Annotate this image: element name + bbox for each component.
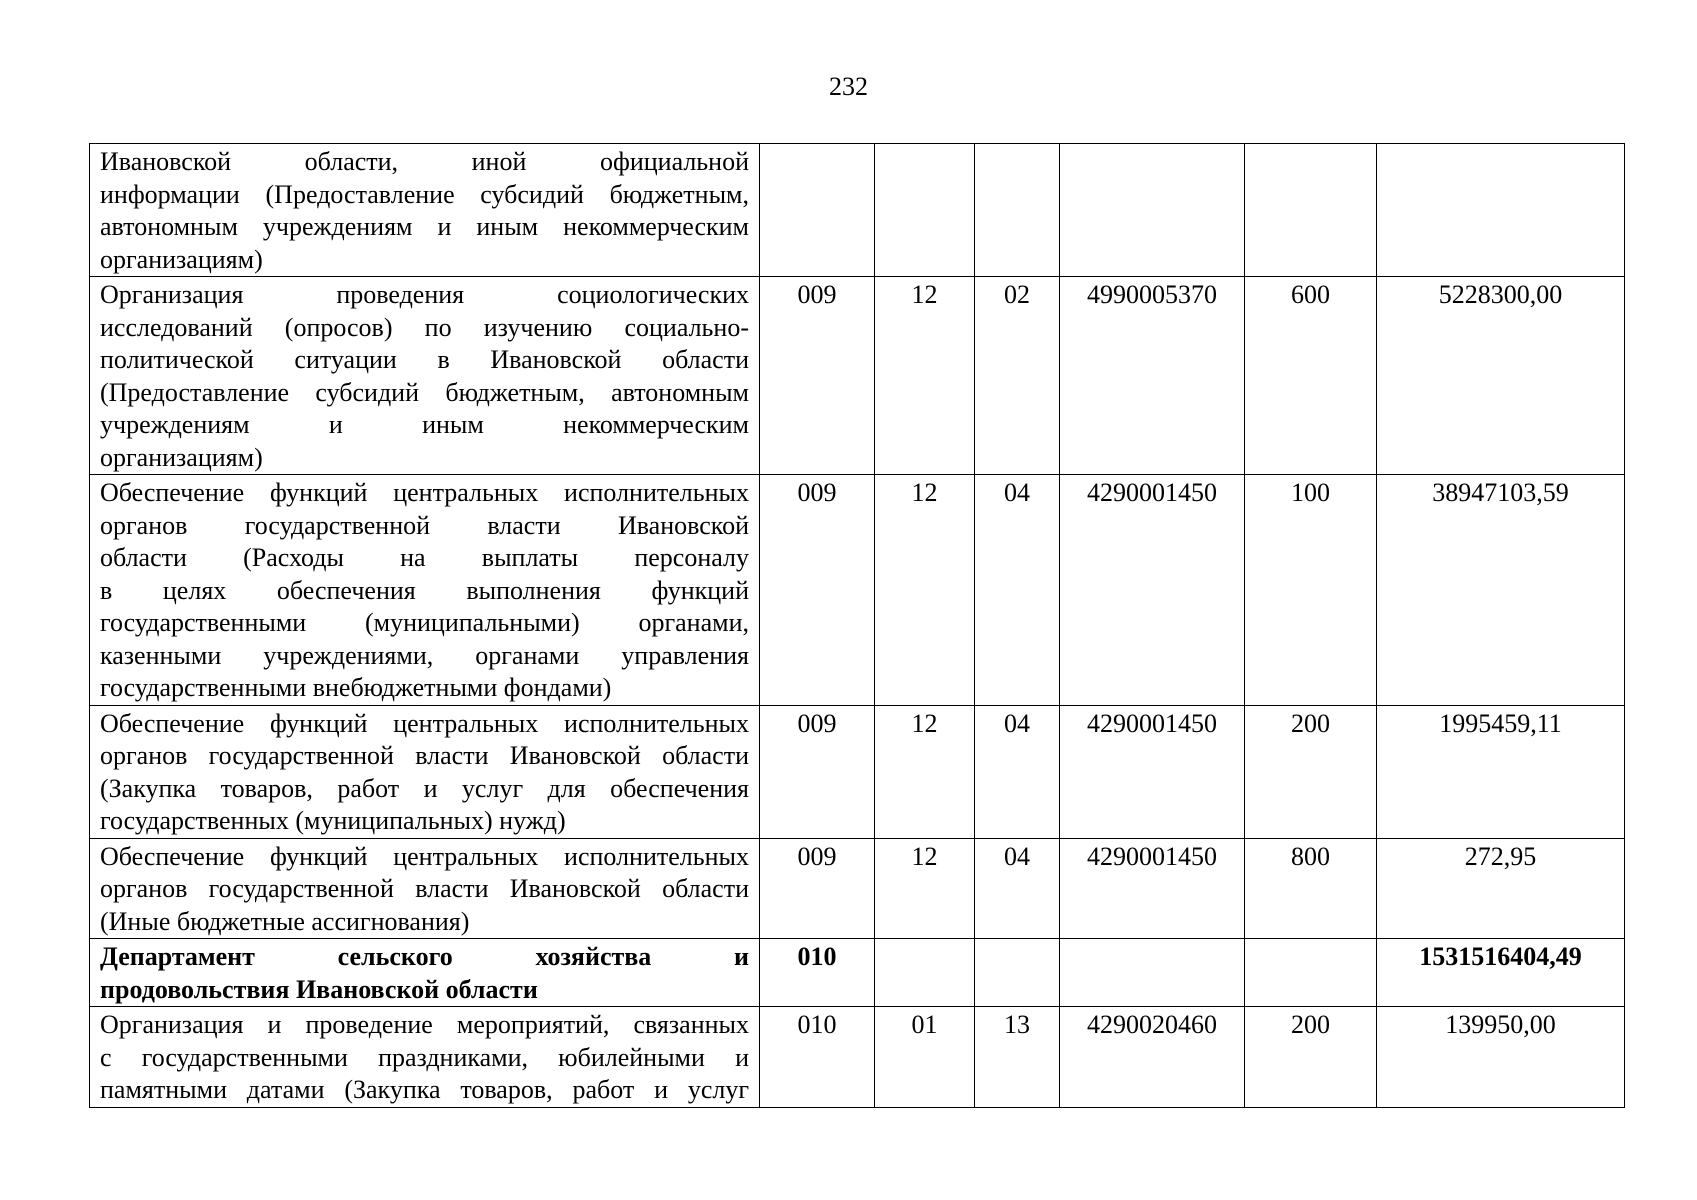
table-row <box>90 939 1625 1007</box>
cell-pr: 13 <box>975 1007 1060 1108</box>
row-description <box>90 939 760 1007</box>
description-line: информации (Предоставление субсидий бюджетным, <box>100 179 749 209</box>
cell-rz <box>875 939 975 1007</box>
description-line: органов государственной власти Ивановской области <box>100 874 749 903</box>
description-line: политической ситуации в Ивановской области <box>100 345 749 374</box>
cell-vr: 800 <box>1245 838 1377 939</box>
cell-sum: 1995459,11 <box>1377 705 1625 838</box>
cell-sum <box>1377 144 1625 277</box>
description-line: государственными внебюджетными фондами) <box>100 673 612 702</box>
description-line: области (Расходы на выплаты персоналу <box>100 543 749 572</box>
table-row <box>90 705 1625 838</box>
cell-pr: 02 <box>975 277 1060 475</box>
description-line: Организация и проведение мероприятий, связанных <box>100 1010 749 1039</box>
cell-pr: 04 <box>975 705 1060 838</box>
description-line: органов государственной власти Ивановской <box>100 510 749 540</box>
cell-vr: 100 <box>1245 475 1377 706</box>
cell-csr: 4290001450 <box>1060 705 1245 838</box>
cell-pr <box>975 144 1060 277</box>
description-line: (Предоставление субсидий бюджетным, автономным <box>100 377 749 407</box>
cell-pr: 04 <box>975 475 1060 706</box>
description-line: исследований (опросов) по изучению социально- <box>100 312 749 342</box>
budget-table-body <box>90 144 1625 1108</box>
cell-sum: 139950,00 <box>1377 1007 1625 1108</box>
row-description <box>90 838 760 939</box>
description-line: государственными (муниципальными) органами, <box>100 608 749 637</box>
cell-ved: 010 <box>760 1007 875 1108</box>
description-line: государственных (муниципальных) нужд) <box>100 806 566 835</box>
cell-sum: 38947103,59 <box>1377 475 1625 706</box>
description-line: организациям) <box>100 442 263 472</box>
description-line: с государственными праздниками, юбилейными и <box>100 1042 749 1072</box>
row-description <box>90 705 760 838</box>
cell-csr: 4290001450 <box>1060 475 1245 706</box>
cell-vr: 200 <box>1245 705 1377 838</box>
cell-rz: 01 <box>875 1007 975 1108</box>
cell-rz <box>875 144 975 277</box>
description-line: (Иные бюджетные ассигнования) <box>100 906 470 936</box>
cell-csr: 4990005370 <box>1060 277 1245 475</box>
description-line: Обеспечение функций центральных исполнительных <box>100 708 749 738</box>
cell-csr: 4290001450 <box>1060 838 1245 939</box>
description-line: Обеспечение функций центральных исполнительных <box>100 478 749 507</box>
description-line: учреждениям и иным некоммерческим <box>100 410 749 439</box>
row-description <box>90 475 760 706</box>
description-line: казенными учреждениями, органами управления <box>100 640 749 670</box>
table-row <box>90 475 1625 706</box>
page-number: 232 <box>829 72 868 101</box>
cell-csr <box>1060 144 1245 277</box>
description-line: в целях обеспечения выполнения функций <box>100 575 749 605</box>
description-line: памятными датами (Закупка товаров, работ и услуг <box>100 1075 749 1104</box>
table-row <box>90 1007 1625 1108</box>
cell-rz: 12 <box>875 705 975 838</box>
cell-ved: 010 <box>760 939 875 1007</box>
cell-ved: 009 <box>760 838 875 939</box>
row-description <box>90 277 760 475</box>
table-row <box>90 144 1625 277</box>
cell-rz: 12 <box>875 838 975 939</box>
cell-vr <box>1245 939 1377 1007</box>
cell-vr <box>1245 144 1377 277</box>
cell-sum: 5228300,00 <box>1377 277 1625 475</box>
table-row <box>90 277 1625 475</box>
cell-ved <box>760 144 875 277</box>
cell-csr <box>1060 939 1245 1007</box>
description-line: Ивановской области, иной официальной <box>100 147 749 176</box>
description-line: Департамент сельского хозяйства и <box>100 942 749 971</box>
description-line: Организация проведения социологических <box>100 280 749 309</box>
cell-sum: 1531516404,49 <box>1377 939 1625 1007</box>
row-description <box>90 144 760 277</box>
cell-vr: 200 <box>1245 1007 1377 1108</box>
cell-csr: 4290020460 <box>1060 1007 1245 1108</box>
budget-table <box>89 143 1625 1108</box>
table-row <box>90 838 1625 939</box>
cell-rz: 12 <box>875 475 975 706</box>
description-line: органов государственной власти Ивановской области <box>100 741 749 770</box>
row-description <box>90 1007 760 1108</box>
description-line: автономным учреждениям и иным некоммерческим <box>100 212 749 241</box>
cell-pr: 04 <box>975 838 1060 939</box>
description-line: Обеспечение функций центральных исполнительных <box>100 841 749 871</box>
cell-ved: 009 <box>760 277 875 475</box>
description-line: (Закупка товаров, работ и услуг для обеспечения <box>100 773 749 803</box>
cell-vr: 600 <box>1245 277 1377 475</box>
cell-rz: 12 <box>875 277 975 475</box>
description-line: продовольствия Ивановской области <box>100 974 538 1004</box>
cell-ved: 009 <box>760 705 875 838</box>
cell-pr <box>975 939 1060 1007</box>
cell-ved: 009 <box>760 475 875 706</box>
description-line: организациям) <box>100 244 263 274</box>
cell-sum: 272,95 <box>1377 838 1625 939</box>
